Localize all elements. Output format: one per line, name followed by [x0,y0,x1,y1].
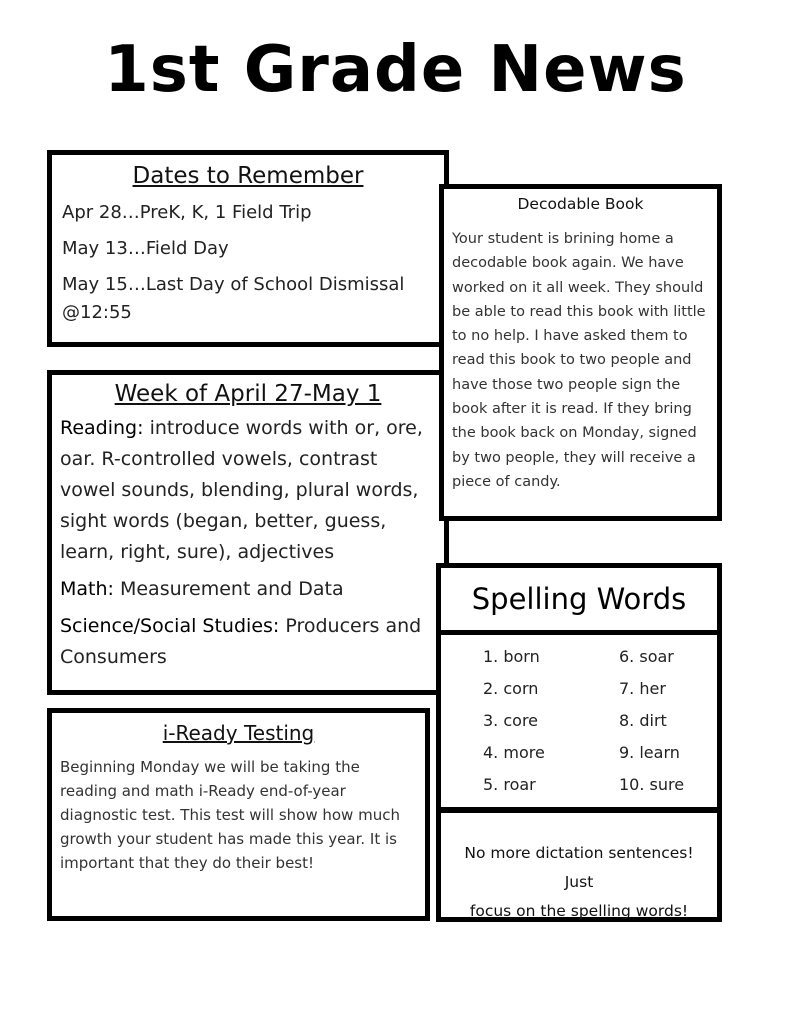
note-line-1: No more dictation sentences! Just [464,844,694,891]
math-text: Measurement and Data [113,578,344,600]
iready-text: Beginning Monday we will be taking the reading and math i-Ready end-of-year diagnostic test. This test will show how much growth your student has made this year. It is important that they do their best! [60,758,400,872]
spelling-heading: Spelling Words [471,582,687,616]
note-line-2: focus on the spelling words! [469,902,689,920]
iready-heading: i-Ready Testing [162,721,315,745]
spelling-word: 8. dirt [619,711,667,730]
week-box [47,370,449,695]
science-text: Producers and Consumers [60,615,422,668]
decodable-heading: Decodable Book [517,195,644,213]
science-label: Science/Social Studies: [60,615,280,637]
dates-to-remember-box [47,150,449,347]
science-paragraph [60,611,436,673]
spelling-word: 6. soar [619,647,674,666]
decodable-text: Your student is brining home a decodable book again. We have worked on it all week. They should be able to read this book with little to no help. I have asked them to read this book to two people and have those two people sign the book after it is read. If they bring the book back on Monday, signed by two people, they will receive a piece of candy. [452,231,706,490]
spelling-word: 2. corn [483,679,539,698]
reading-label: Reading: [60,417,144,439]
spelling-heading-box [436,563,722,635]
reading-paragraph [60,413,436,568]
dictation-note-box [436,808,722,922]
date-item: Apr 28…PreK, K, 1 Field Trip [62,202,312,223]
reading-text: introduce words with or, ore, oar. R-controlled vowels, contrast vowel sounds, blending, plural words, sight words (began, better, guess, learn, right, sure), adjectives [60,417,423,563]
spelling-column-right [579,641,717,801]
date-item: May 15…Last Day of School Dismissal @12:55 [62,274,405,323]
decodable-book-box [439,184,722,521]
dates-heading: Dates to Remember [132,163,364,189]
spelling-list-box [436,630,722,812]
math-label: Math: [60,578,114,600]
spelling-word: 5. roar [483,775,536,794]
spelling-word: 9. learn [619,743,680,762]
iready-testing-box [47,708,430,921]
spelling-column-left [441,641,579,801]
spelling-word: 7. her [619,679,666,698]
page-title: 1st Grade News [104,33,687,107]
week-heading: Week of April 27-May 1 [114,381,382,407]
math-paragraph [60,574,436,605]
spelling-word: 10. sure [619,775,685,794]
spelling-word: 1. born [483,647,540,666]
spelling-word: 3. core [483,711,539,730]
spelling-word: 4. more [483,743,545,762]
date-item: May 13…Field Day [62,238,229,259]
